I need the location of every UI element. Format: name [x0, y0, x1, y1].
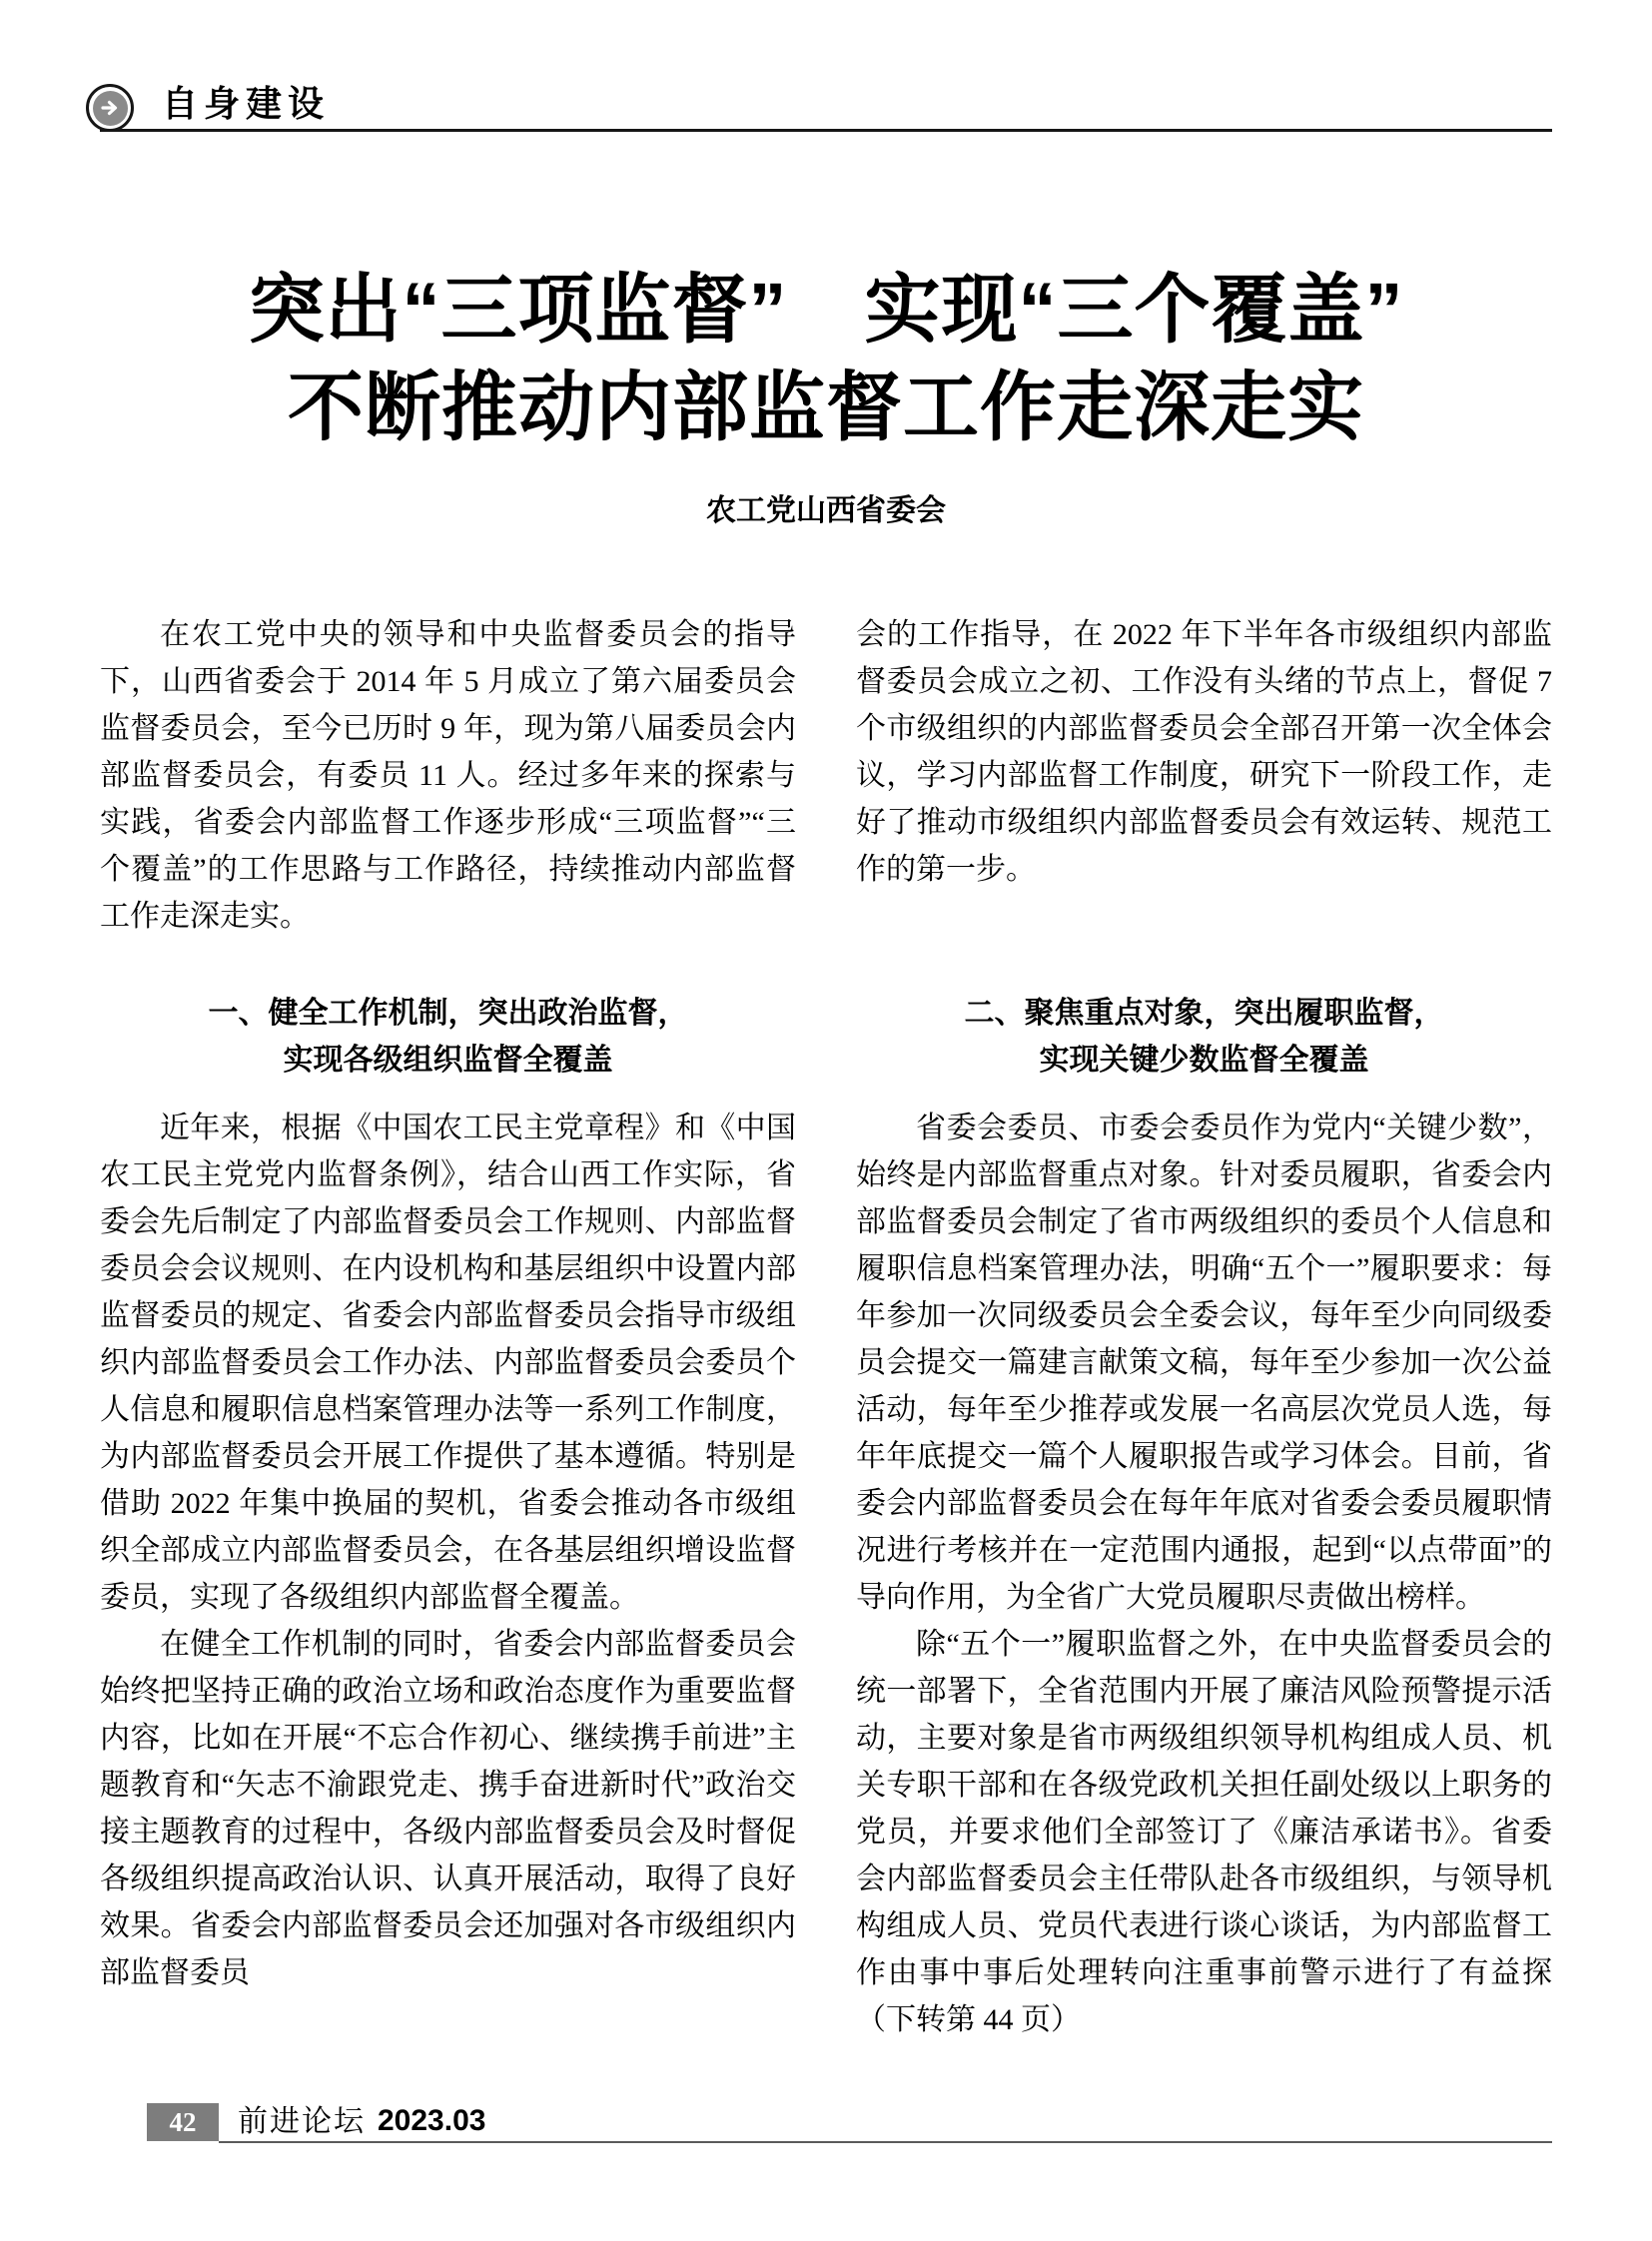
section1-paragraph2-continuation: 会的工作指导，在 2022 年下半年各市级组织内部监督委员会成立之初、工作没有头绪的节点上，督促 7 个市级组织的内部监督委员会全部召开第一次全体会议，学习内部监督工作制度，研究下一阶段工作，走好了推动市级组织内部监督委员会有效运转、规范工作的第一步。: [856, 618, 1552, 886]
journal-name: 前进论坛: [238, 2105, 366, 2138]
footer-rule: [219, 2141, 1552, 2143]
section1-paragraph1: 近年来，根据《中国农工民主党章程》和《中国农工民主党党内监督条例》，结合山西工作实际，省委会先后制定了内部监督委员会工作规则、内部监督委员会会议规则、在内设机构和基层组织中设置内部监督委员的规定、省委会内部监督委员会指导市级组织内部监督委员会工作办法、内部监督委员会委员个人信息和履职信息档案管理办法等一系列工作制度，为内部监督委员会开展工作提供了基本遵循。特别是借助 2022 年集中换届的契机，省委会推动各市级组织全部成立内部监督委员会，在各基层组织增设监督委员，实现了各级组织内部监督全覆盖。: [100, 1112, 796, 1614]
section1-heading: [100, 990, 796, 1084]
section-label: 自身建设: [162, 83, 331, 124]
section2-heading-line2: 实现关键少数监督全覆盖: [1039, 1044, 1369, 1077]
issue-number: 2023.03: [378, 2104, 486, 2137]
right-column: [856, 611, 1552, 2043]
section1-heading-line1: 一、健全工作机制，突出政治监督，: [208, 997, 688, 1030]
section2-heading: [856, 990, 1552, 1084]
left-column: [100, 611, 796, 2043]
intro-paragraph: 在农工党中央的领导和中央监督委员会的指导下，山西省委会于 2014 年 5 月成立了第六届委员会监督委员会，至今已历时 9 年，现为第八届委员会内部监督委员会，有委员 11 人。经过多年来的探索与实践，省委会内部监督工作逐步形成“三项监督”“三个覆盖”的工作思路与工作路径，持续推动内部监督工作走深走实。: [100, 618, 796, 933]
page-number-badge: 42: [147, 2103, 219, 2141]
section1-paragraph2: 在健全工作机制的同时，省委会内部监督委员会始终把坚持正确的政治立场和政治态度作为重要监督内容，比如在开展“不忘合作初心、继续携手前进”主题教育和“矢志不渝跟党走、携手奋进新时代”政治交接主题教育的过程中，各级内部监督委员会及时督促各级组织提高政治认识、认真开展活动，取得了良好效果。省委会内部监督委员会还加强对各市级组织内部监督委员: [100, 1628, 796, 1989]
section2-paragraph1: 省委会委员、市委会委员作为党内“关键少数”，始终是内部监督重点对象。针对委员履职，省委会内部监督委员会制定了省市两级组织的委员个人信息和履职信息档案管理办法，明确“五个一”履职要求：每年参加一次同级委员会全委会议，每年至少向同级委员会提交一篇建言献策文稿，每年至少参加一次公益活动，每年至少推荐或发展一名高层次党员人选，每年年底提交一篇个人履职报告或学习体会。目前，省委会内部监督委员会在每年年底对省委会委员履职情况进行考核并在一定范围内通报，起到“以点带面”的导向作用，为全省广大党员履职尽责做出榜样。: [856, 1112, 1552, 1614]
section2-heading-line1: 二、聚焦重点对象，突出履职监督，: [964, 997, 1444, 1030]
arrow-right-icon: [93, 91, 128, 126]
article-title-line1: 突出“三项监督” 实现“三个覆盖”: [248, 268, 1404, 353]
article-body: [100, 611, 1552, 2043]
article-author: 农工党山西省委会: [706, 494, 946, 527]
article-title: [100, 262, 1552, 457]
header-rule: [100, 129, 1552, 132]
arrow-right-circle-icon: [86, 84, 134, 132]
section1-heading-line2: 实现各级组织监督全覆盖: [283, 1044, 613, 1077]
article-title-line2: 不断推动内部监督工作走深走实: [288, 366, 1364, 450]
section2-paragraph2: 除“五个一”履职监督之外，在中央监督委员会的统一部署下，全省范围内开展了廉洁风险预警提示活动，主要对象是省市两级组织领导机构组成人员、机关专职干部和在各级党政机关担任副处级以上职务的党员，并要求他们全部签订了《廉洁承诺书》。省委会内部监督委员会主任带队赴各市级组织，与领导机构组成人员、党员代表进行谈心谈话，为内部监督工作由事中事后处理转向注重事前警示进行了有益探（下转第 44 页）: [856, 1628, 1552, 2036]
